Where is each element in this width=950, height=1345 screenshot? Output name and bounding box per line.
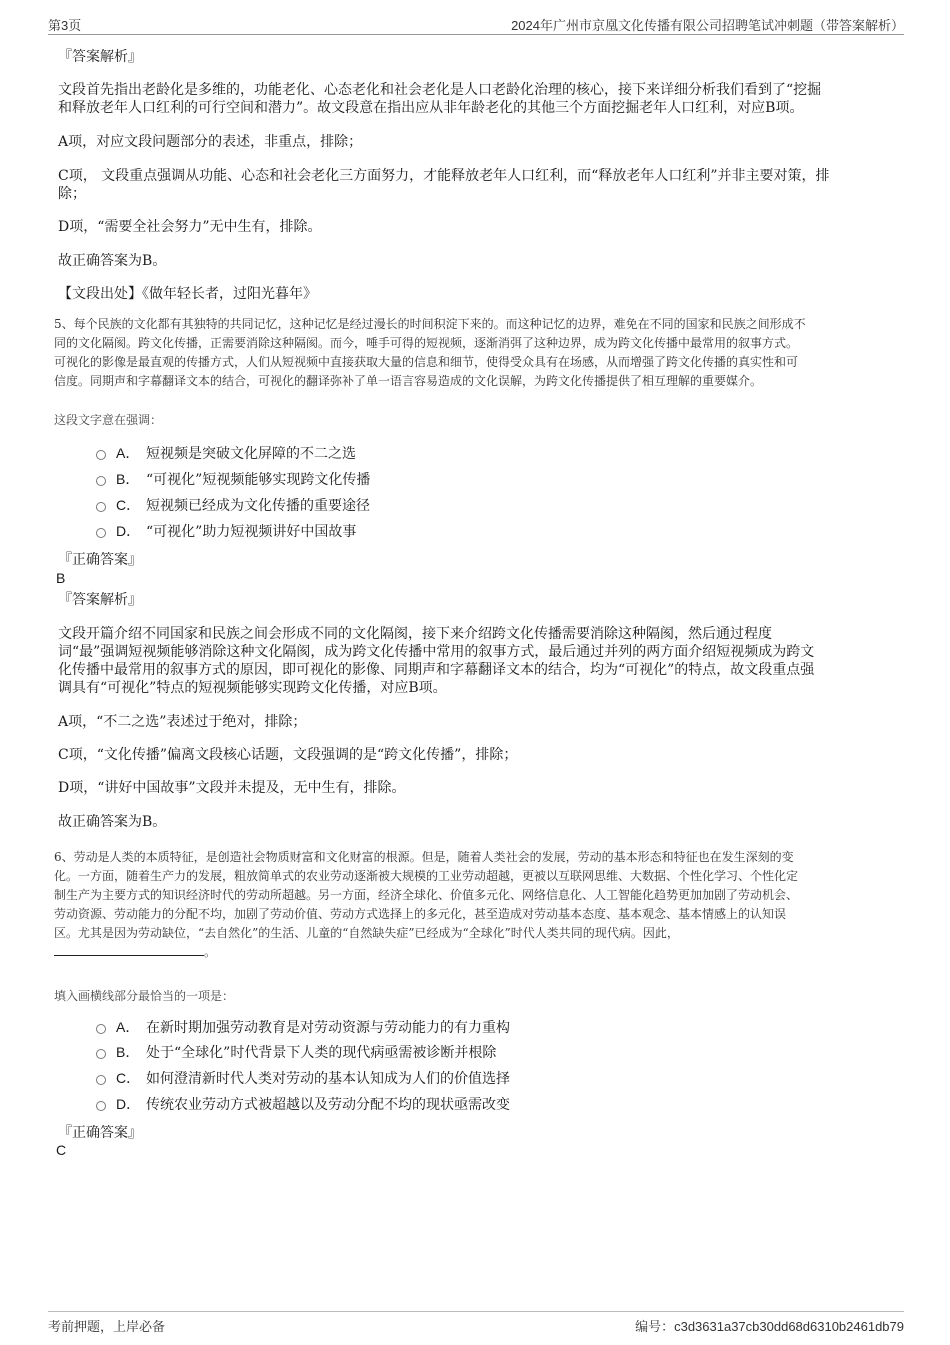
option-letter: D． [116, 523, 141, 539]
analysis-label: 『答案解析』 [58, 592, 142, 608]
analysis-line: 文段开篇介绍不同国家和民族之间会形成不同的文化隔阂，接下来介绍跨文化传播需要消除这种隔阂，然后通过程度 [58, 626, 772, 642]
note-option-d: D项，“需要全社会努力”无中生有，排除。 [58, 219, 322, 235]
option-text: 传统农业劳动方式被超越以及劳动分配不均的现状亟需改变 [146, 1097, 510, 1113]
fill-blank-line [54, 943, 896, 962]
option-text: 如何澄清新时代人类对劳动的基本认知成为人们的价值选择 [146, 1071, 510, 1087]
question-6-prompt: 填入画横线部分最恰当的一项是： [54, 989, 235, 1003]
option-text: “可视化”助力短视频讲好中国故事 [146, 524, 357, 540]
analysis-line: 文段首先指出老龄化是多维的，功能老化、心态老化和社会老化是人口老龄化治理的核心，接下来详细分析我们看到了“挖掘 [58, 82, 822, 98]
option-c[interactable] [96, 495, 370, 515]
option-c[interactable] [96, 1068, 510, 1088]
option-text: 处于“全球化”时代背景下人类的现代病亟需被诊断并根除 [146, 1045, 497, 1061]
option-text: 短视频已经成为文化传播的重要途径 [146, 498, 370, 514]
radio-icon[interactable] [96, 502, 106, 512]
conclusion: 故正确答案为B。 [58, 814, 167, 830]
analysis-paragraph [58, 625, 894, 697]
analysis-line: 词“最”强调短视频能够消除这种文化隔阂，成为跨文化传播中常用的叙事方式，最后通过并列的两方面介绍短视频成为跨文 [58, 644, 815, 660]
analysis-line: 调具有“可视化”特点的短视频能够实现跨文化传播，对应B项。 [58, 680, 447, 696]
radio-icon[interactable] [96, 1024, 106, 1034]
question-line: 劳动资源、劳动能力的分配不均，加剧了劳动价值、劳动方式选择上的多元化，甚至造成对劳动基本态度、基本观念、基本情感上的认知误 [54, 907, 787, 921]
page-footer [48, 1311, 904, 1334]
radio-icon[interactable] [96, 450, 106, 460]
analysis-label: 『答案解析』 [58, 49, 142, 65]
analysis-line: 和释放老年人口红利的可行空间和潜力”。故文段意在指出应从非年龄老化的其他三个方面挖掘老年人口红利，对应B项。 [58, 100, 804, 116]
radio-icon[interactable] [96, 1049, 106, 1059]
option-text: 在新时期加强劳动教育是对劳动资源与劳动能力的有力重构 [146, 1020, 510, 1036]
option-letter: A． [116, 1019, 140, 1035]
source-citation: 【文段出处】《做年轻长者，过阳光暮年》 [58, 286, 317, 302]
question-5-prompt: 这段文字意在强调： [54, 413, 163, 427]
question-line: 区。尤其是因为劳动缺位，“去自然化”的生活、儿童的“自然缺失症”已经成为“全球化”时代人类共同的现代病。因此， [54, 926, 679, 940]
option-d[interactable] [96, 521, 356, 541]
radio-icon[interactable] [96, 1101, 106, 1111]
question-line: 化。一方面，随着生产力的发展，粗放简单式的农业劳动逐渐被大规模的工业劳动超越，更被以互联网思维、大数据、个性化学习、个性化定 [54, 869, 799, 883]
question-5-text [54, 315, 896, 391]
option-a[interactable] [96, 1017, 510, 1037]
radio-icon[interactable] [96, 1075, 106, 1085]
correct-answer-label: 『正确答案』 [58, 1125, 142, 1141]
option-text: 短视频是突破文化屏障的不二之选 [146, 446, 356, 462]
question-line: 制生产为主要方式的知识经济时代的劳动所超越。另一方面，经济全球化、价值多元化、网络信息化、人工智能化趋势更加加剧了劳动机会、 [54, 888, 799, 902]
analysis-line: 化传播中最常用的叙事方式的原因，即可视化的影像、同期声和字幕翻译文本的结合，均为“可视化”的特点，故文段重点强 [58, 662, 815, 678]
document-code [635, 1316, 904, 1335]
option-letter: B． [116, 471, 140, 487]
radio-icon[interactable] [96, 528, 106, 538]
question-line: 信度。同期声和字幕翻译文本的结合，可视化的翻译弥补了单一语言容易造成的文化误解，为跨文化传播提供了相互理解的重要媒介。 [54, 374, 763, 388]
code-value: c3d3631a37cb30dd68d6310b2461db79 [674, 1319, 904, 1334]
conclusion: 故正确答案为B。 [58, 253, 167, 269]
radio-icon[interactable] [96, 476, 106, 486]
option-a[interactable] [96, 443, 356, 463]
correct-answer-label: 『正确答案』 [58, 552, 142, 568]
option-b[interactable] [96, 1042, 496, 1062]
analysis-paragraph [58, 81, 894, 117]
option-d[interactable] [96, 1094, 510, 1114]
option-letter: B． [116, 1044, 140, 1060]
correct-answer: C [56, 1142, 67, 1158]
note-line: 除； [58, 186, 86, 202]
note-option-a: A项，“不二之选”表述过于绝对，排除； [58, 714, 307, 730]
note-option-c [58, 167, 894, 203]
option-b[interactable] [96, 469, 370, 489]
note-option-d: D项，“讲好中国故事”文段并未提及，无中生有，排除。 [58, 780, 406, 796]
page-number: 第3页 [48, 18, 82, 33]
code-label: 编号： [635, 1320, 675, 1335]
option-text: “可视化”短视频能够实现跨文化传播 [146, 472, 371, 488]
question-line: 6、劳动是人类的本质特征，是创造社会物质财富和文化财富的根源。但是，随着人类社会的发展，劳动的基本形态和特征也在发生深刻的变 [54, 850, 794, 864]
fill-blank[interactable] [54, 943, 204, 956]
question-line: 可视化的影像是最直观的传播方式，人们从短视频中直接获取大量的信息和细节，使得受众具有在场感，从而增强了跨文化传播的真实性和可 [54, 355, 799, 369]
page-header [48, 14, 904, 35]
option-letter: C． [116, 1070, 141, 1086]
option-letter: A． [116, 445, 140, 461]
option-letter: C． [116, 497, 141, 513]
note-option-a: A项，对应文段问题部分的表述，非重点，排除； [58, 134, 363, 150]
question-6-text [54, 848, 896, 962]
document-title: 2024年广州市京凰文化传播有限公司招聘笔试冲刺题（带答案解析） [511, 18, 904, 33]
note-line: C项， 文段重点强调从功能、心态和社会老化三方面努力，才能释放老年人口红利，而“释放老年人口红利”并非主要对策，排 [58, 168, 830, 184]
blank-end-mark: 。 [204, 945, 217, 959]
option-letter: D． [116, 1096, 141, 1112]
note-option-c: C项，“文化传播”偏离文段核心话题，文段强调的是“跨文化传播”，排除； [58, 747, 518, 763]
question-line: 5、每个民族的文化都有其独特的共同记忆，这种记忆是经过漫长的时间积淀下来的。而这种记忆的边界，难免在不同的国家和民族之间形成不 [54, 317, 806, 331]
footer-slogan: 考前押题，上岸必备 [48, 1320, 166, 1335]
correct-answer: B [56, 570, 66, 586]
question-line: 同的文化隔阂。跨文化传播，正需要消除这种隔阂。而今，唾手可得的短视频，逐渐消弭了这种边界，成为跨文化传播中最常用的叙事方式。 [54, 336, 799, 350]
